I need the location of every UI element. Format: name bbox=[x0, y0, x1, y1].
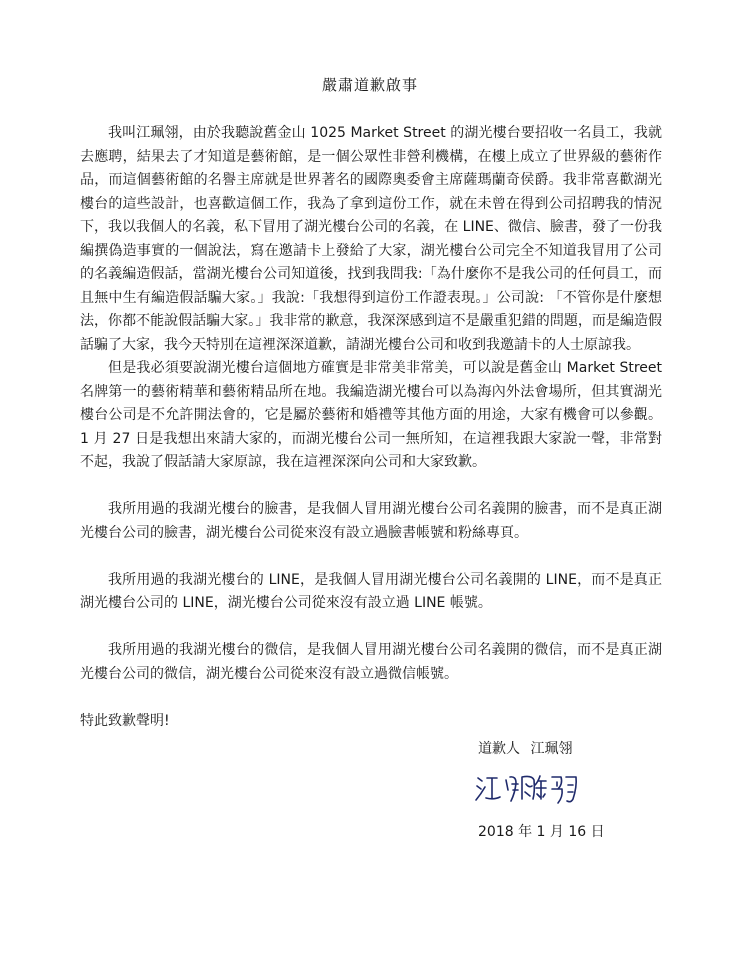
apologist-label: 道歉人 bbox=[478, 741, 520, 757]
paragraph-1: 我叫江珮翎，由於我聽說舊金山 1025 Market Street 的湖光樓台要招收一名員工，我就去應聘，結果去了才知道是藝術館，是一個公眾性非營利機構，在樓上成立了世界級的藝術作品，而這個藝術館的名譽主席就是世界著名的國際奧委會主席薩瑪蘭奇侯爵。我非常喜歡湖光樓台的這些設計，也喜歡這個工作，我為了拿到這份工作，就在未曾在得到公司招聘我的情況下，我以我個人的名義，私下冒用了湖光樓台公司的名義，在 LINE、微信、臉書，發了一份我編撰偽造事實的一個說法，寫在邀請卡上發給了大家，湖光樓台公司完全不知道我冒用了公司的名義編造假話，當湖光樓台公司知道後，找到我問我:「為什麼你不是我公司的任何員工，而且無中生有編造假話騙大家。」我說:「我想得到這份工作證表現。」公司說: 「不管你是什麼想法，你都不能說假話騙大家。」我非常的歉意，我深深感到這不是嚴重犯錯的問題，而是編造假話騙了大家，我今天特別在這裡深深道歉，請湖光樓台公司和收到我邀請卡的人士原諒我。 bbox=[80, 125, 662, 353]
closing-statement: 特此致歉聲明! bbox=[80, 712, 170, 729]
document-date: 2018 年 1 月 16 日 bbox=[478, 824, 605, 840]
paragraph-2: 但是我必須要說湖光樓台這個地方確實是非常美非常美，可以說是舊金山 Market Street 名牌第一的藝術精華和藝術精品所在地。我編造湖光樓台可以為海內外法會場所，但其實湖光樓台公司是不允許開法會的，它是屬於藝術和婚禮等其他方面的用途，大家有機會可以參觀。1 月 27 日是我想出來請大家的，而湖光樓台公司一無所知，在這裡我跟大家說一聲，非常對不起，我說了假話請大家原諒，我在這裡深深向公司和大家致歉。 bbox=[80, 360, 662, 470]
signature-image bbox=[472, 768, 582, 810]
paragraph-wechat: 我所用過的我湖光樓台的微信，是我個人冒用湖光樓台公司名義開的微信，而不是真正湖光樓台公司的微信，湖光樓台公司從來沒有設立過微信帳號。 bbox=[80, 642, 662, 682]
document-title: 嚴肅道歉啟事 bbox=[321, 76, 418, 94]
handwritten-signature bbox=[472, 768, 582, 814]
apologist-line bbox=[478, 738, 578, 758]
apologist-name: 江珮翎 bbox=[530, 741, 573, 757]
paragraph-line: 我所用過的我湖光樓台的 LINE，是我個人冒用湖光樓台公司名義開的 LINE，而不是真正湖光樓台公司的 LINE，湖光樓台公司從來沒有設立過 LINE 帳號。 bbox=[80, 571, 662, 611]
document-body bbox=[80, 122, 662, 733]
paragraph-facebook: 我所用過的我湖光樓台的臉書，是我個人冒用湖光樓台公司名義開的臉書，而不是真正湖光樓台公司的臉書，湖光樓台公司從來沒有設立過臉書帳號和粉絲專頁。 bbox=[80, 501, 662, 541]
